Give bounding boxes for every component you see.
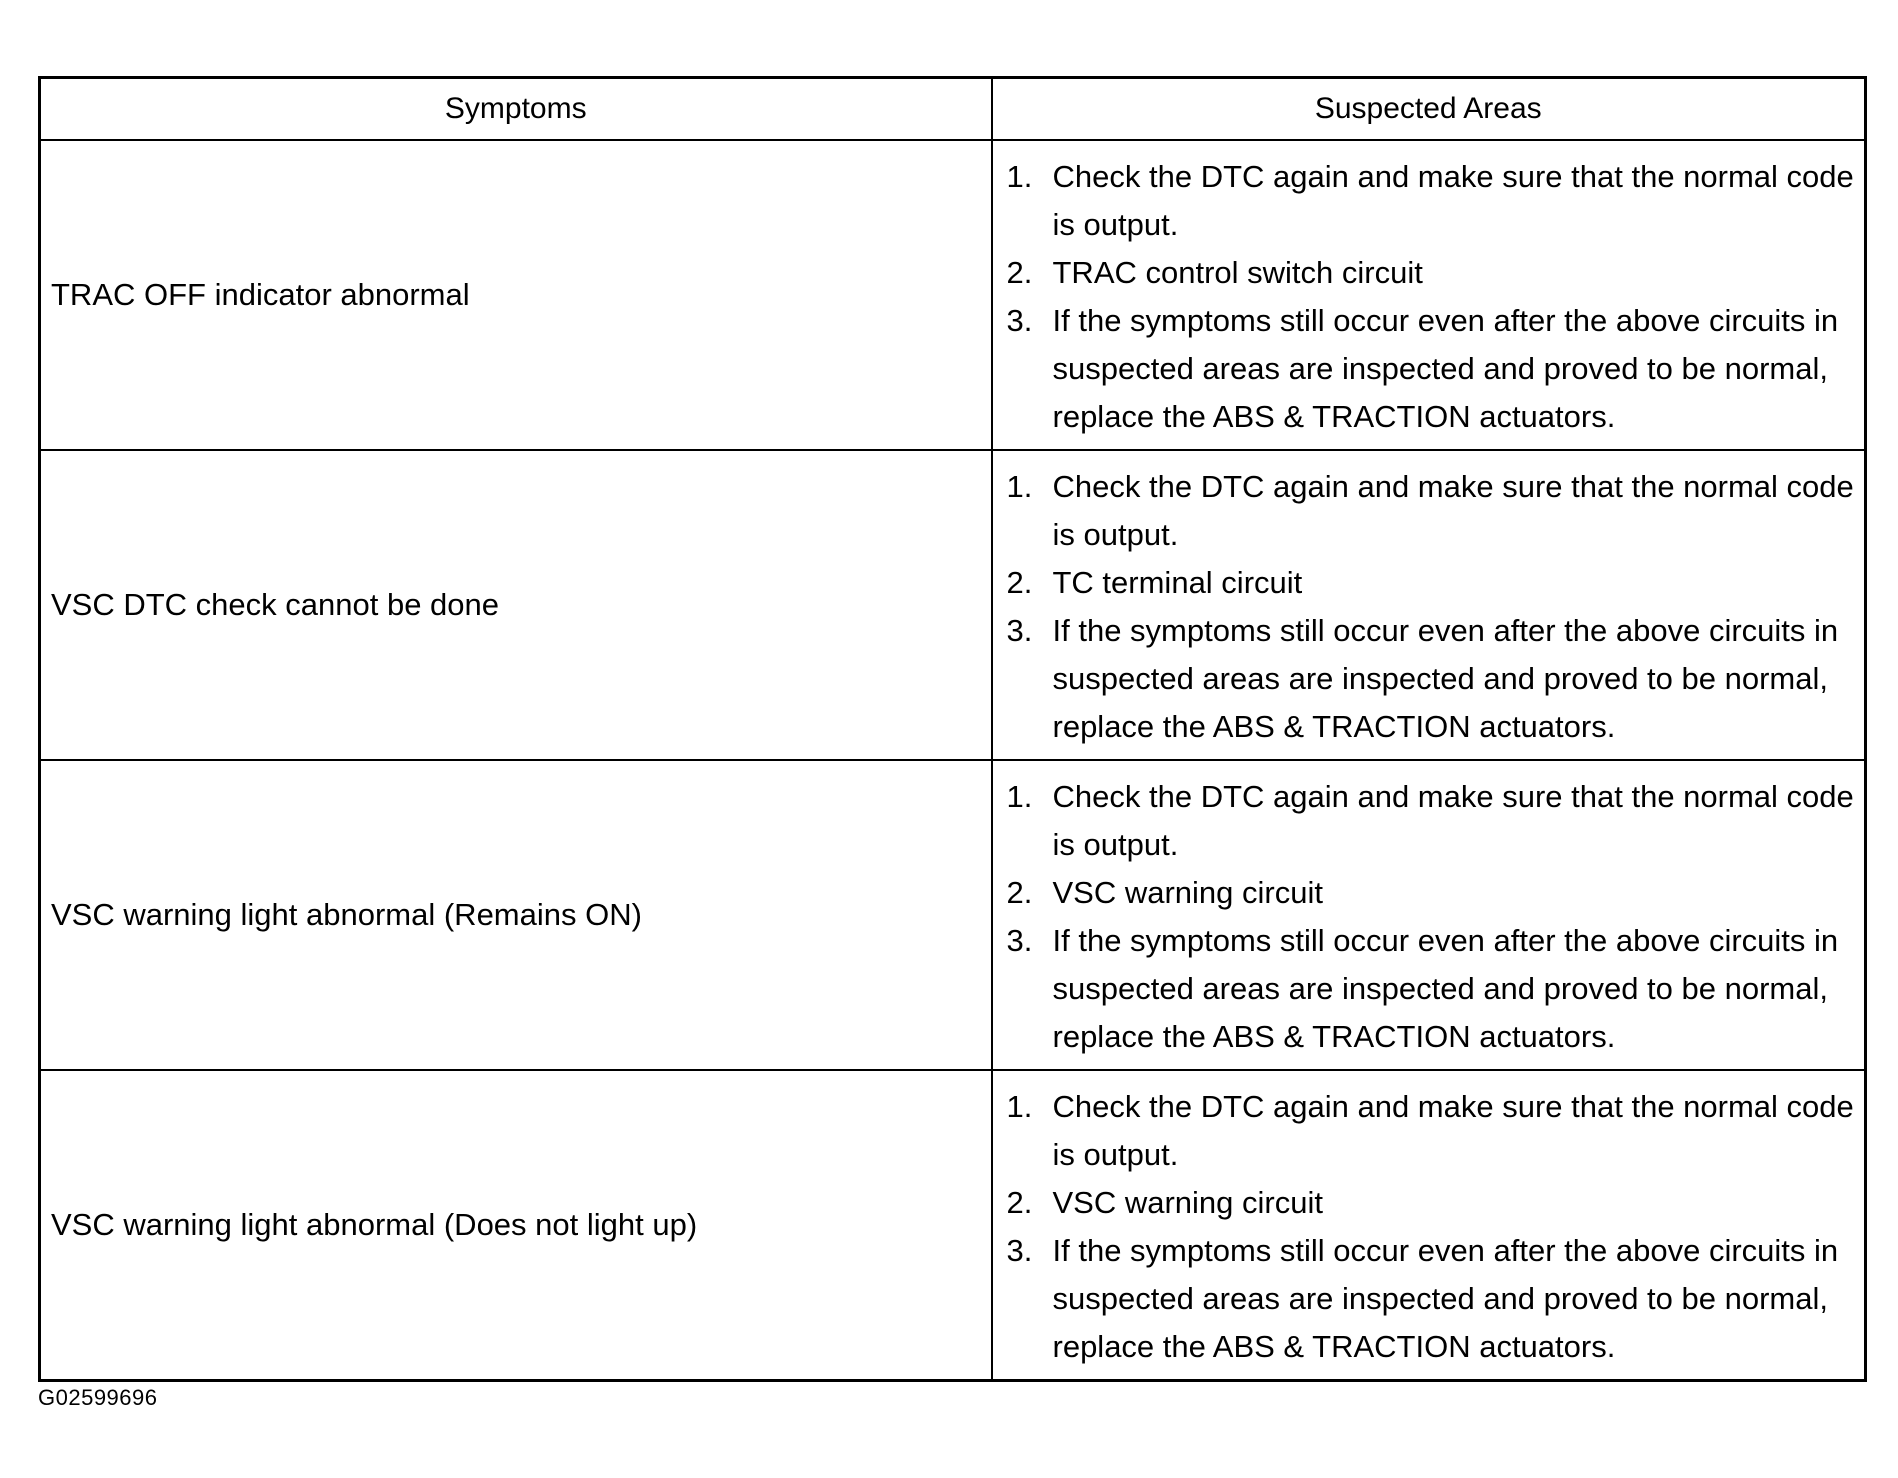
item-number: 1. bbox=[1006, 1089, 1033, 1124]
item-text: Check the DTC again and make sure that the normal code is output. bbox=[1052, 469, 1854, 552]
item-number: 1. bbox=[1006, 469, 1033, 504]
header-symptoms: Symptoms bbox=[40, 78, 992, 141]
suspected-areas-list bbox=[993, 1071, 1865, 1379]
item-number: 2. bbox=[1006, 875, 1033, 910]
table-header-row bbox=[40, 78, 1866, 141]
table-row bbox=[40, 760, 1866, 1070]
list-item bbox=[1007, 559, 1855, 607]
item-number: 2. bbox=[1006, 255, 1033, 290]
symptom-table bbox=[38, 76, 1867, 1382]
suspected-areas-list bbox=[993, 451, 1865, 759]
item-number: 3. bbox=[1006, 303, 1033, 338]
item-text: Check the DTC again and make sure that the normal code is output. bbox=[1052, 1089, 1854, 1172]
list-item bbox=[1007, 297, 1855, 441]
list-item bbox=[1007, 917, 1855, 1061]
item-number: 3. bbox=[1006, 613, 1033, 648]
list-item bbox=[1007, 249, 1855, 297]
symptom-cell: VSC DTC check cannot be done bbox=[40, 450, 992, 760]
item-text: VSC warning circuit bbox=[1052, 1185, 1323, 1220]
figure-id: G02599696 bbox=[38, 1385, 158, 1410]
item-number: 3. bbox=[1006, 1233, 1033, 1268]
list-item bbox=[1007, 607, 1855, 751]
item-number: 1. bbox=[1006, 159, 1033, 194]
suspected-areas-list bbox=[993, 141, 1865, 449]
item-number: 2. bbox=[1006, 565, 1033, 600]
symptom-cell: VSC warning light abnormal (Does not light up) bbox=[40, 1070, 992, 1381]
item-text: If the symptoms still occur even after the above circuits in suspected areas are inspected and proved to be normal, replace the ABS & TRACTION actuators. bbox=[1052, 613, 1839, 744]
item-text: If the symptoms still occur even after the above circuits in suspected areas are inspected and proved to be normal, replace the ABS & TRACTION actuators. bbox=[1052, 1233, 1839, 1364]
suspected-areas-cell bbox=[992, 760, 1866, 1070]
suspected-areas-cell bbox=[992, 140, 1866, 450]
list-item bbox=[1007, 773, 1855, 869]
list-item bbox=[1007, 1179, 1855, 1227]
item-text: Check the DTC again and make sure that the normal code is output. bbox=[1052, 779, 1854, 862]
list-item bbox=[1007, 1227, 1855, 1371]
item-text: TRAC control switch circuit bbox=[1052, 255, 1423, 290]
suspected-areas-list bbox=[993, 761, 1865, 1069]
item-text: Check the DTC again and make sure that the normal code is output. bbox=[1052, 159, 1854, 242]
item-text: If the symptoms still occur even after the above circuits in suspected areas are inspected and proved to be normal, replace the ABS & TRACTION actuators. bbox=[1052, 303, 1839, 434]
item-text: TC terminal circuit bbox=[1052, 565, 1303, 600]
list-item bbox=[1007, 869, 1855, 917]
symptom-cell: VSC warning light abnormal (Remains ON) bbox=[40, 760, 992, 1070]
symptom-cell: TRAC OFF indicator abnormal bbox=[40, 140, 992, 450]
suspected-areas-cell bbox=[992, 1070, 1866, 1381]
item-number: 2. bbox=[1006, 1185, 1033, 1220]
list-item bbox=[1007, 1083, 1855, 1179]
table-row bbox=[40, 1070, 1866, 1381]
item-text: If the symptoms still occur even after the above circuits in suspected areas are inspected and proved to be normal, replace the ABS & TRACTION actuators. bbox=[1052, 923, 1839, 1054]
item-number: 3. bbox=[1006, 923, 1033, 958]
table-row bbox=[40, 450, 1866, 760]
table-row bbox=[40, 140, 1866, 450]
header-suspected-areas: Suspected Areas bbox=[992, 78, 1866, 141]
list-item bbox=[1007, 153, 1855, 249]
list-item bbox=[1007, 463, 1855, 559]
item-number: 1. bbox=[1006, 779, 1033, 814]
item-text: VSC warning circuit bbox=[1052, 875, 1323, 910]
suspected-areas-cell bbox=[992, 450, 1866, 760]
